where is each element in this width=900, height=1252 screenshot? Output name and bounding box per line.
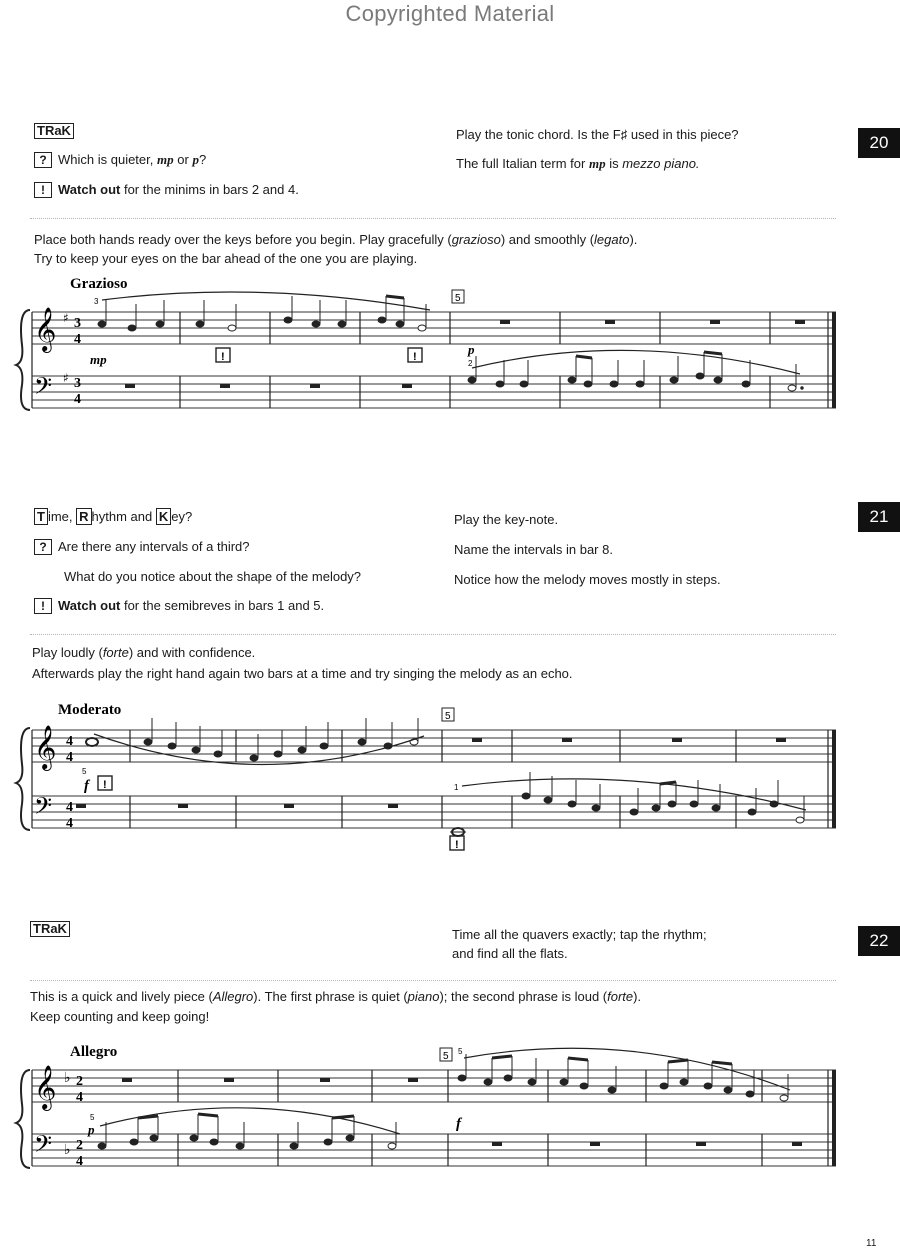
svg-text:2: 2 (76, 1074, 83, 1089)
hint-line: Play the tonic chord. Is the F♯ used in this piece? (456, 127, 739, 142)
dynamic-marking: p (468, 342, 475, 357)
svg-text:♯: ♯ (63, 311, 69, 325)
question-line: ? Which is quieter, mp or p? (34, 151, 206, 169)
music-score-22 (10, 1036, 850, 1186)
svg-text:♭: ♭ (64, 1142, 71, 1158)
bass-clef-icon: 𝄢 (34, 1130, 53, 1163)
question-line: What do you notice about the shape of the melody? (64, 569, 362, 584)
hint-line: Name the intervals in bar 8. (454, 542, 613, 557)
svg-text:3: 3 (94, 297, 99, 306)
music-score-21 (10, 694, 850, 864)
bar-number-marker: 5 (445, 711, 451, 722)
warning-icon: ! (413, 351, 417, 363)
instruction-line: Place both hands ready over the keys before you begin. Play gracefully (grazioso) and smoothly (legato). (34, 232, 638, 247)
bar-number-marker: 5 (443, 1051, 449, 1062)
svg-text:4: 4 (66, 750, 73, 765)
instruction-line: Play loudly (forte) and with confidence. (32, 645, 256, 660)
tempo-marking: Allegro (70, 1044, 118, 1060)
dynamic-marking: f (84, 778, 89, 794)
svg-text:5: 5 (82, 767, 87, 776)
bass-clef-icon: 𝄢 (34, 792, 53, 825)
warning-icon: ! (221, 351, 225, 363)
bass-clef-icon: 𝄢 (34, 372, 53, 405)
svg-text:5: 5 (90, 1113, 95, 1122)
exercise-number-22: 22 (858, 926, 900, 956)
svg-text:4: 4 (74, 332, 81, 347)
svg-text:4: 4 (66, 734, 73, 749)
bar-number-marker: 5 (455, 293, 461, 304)
svg-text:3: 3 (74, 316, 81, 331)
instruction-line: Try to keep your eyes on the bar ahead of the one you are playing. (34, 251, 418, 266)
dynamic-marking: f (456, 1116, 461, 1132)
svg-text:♭: ♭ (64, 1070, 71, 1086)
svg-text:4: 4 (74, 392, 81, 407)
trak-badge: TRaK (30, 920, 76, 938)
question-icon: ? (34, 539, 52, 555)
treble-clef-icon: 𝄞 (34, 1065, 57, 1109)
exercise-number-20: 20 (858, 128, 900, 158)
treble-clef-icon: 𝄞 (34, 307, 57, 351)
svg-text:4: 4 (76, 1154, 83, 1169)
hint-line: Play the key-note. (454, 512, 559, 527)
instruction-line: This is a quick and lively piece (Allegro). The first phrase is quiet (piano); the second phrase is loud (forte). (30, 989, 642, 1004)
trak-badge: TRaK (34, 122, 80, 140)
hint-line: Notice how the melody moves mostly in steps. (454, 572, 721, 587)
svg-text:1: 1 (454, 783, 459, 792)
warning-icon: ! (455, 839, 459, 851)
dynamic-marking: p (88, 1122, 95, 1137)
warning-icon: ! (34, 598, 52, 614)
divider (30, 634, 836, 635)
divider (30, 980, 836, 981)
svg-text:2: 2 (76, 1138, 83, 1153)
watch-out-line: ! Watch out for the minims in bars 2 and 4. (34, 181, 299, 199)
warning-icon: ! (34, 182, 52, 198)
watch-out-line: ! Watch out for the semibreves in bars 1 and 5. (34, 597, 324, 615)
divider (30, 218, 836, 219)
svg-text:4: 4 (66, 816, 73, 831)
svg-text:3: 3 (74, 376, 81, 391)
question-line: ? Are there any intervals of a third? (34, 538, 250, 556)
hint-line: Time all the quavers exactly; tap the rhythm; (452, 927, 707, 942)
copyright-watermark: Copyrighted Material (345, 1, 555, 26)
question-icon: ? (34, 152, 52, 168)
svg-text:4: 4 (76, 1090, 83, 1105)
instruction-line: Keep counting and keep going! (30, 1009, 210, 1024)
tempo-marking: Grazioso (70, 276, 128, 292)
music-score-20 (10, 270, 850, 420)
treble-clef-icon: 𝄞 (34, 725, 57, 769)
dynamic-marking: mp (90, 352, 107, 367)
hint-line: and find all the flats. (452, 946, 568, 961)
svg-text:♯: ♯ (63, 371, 69, 385)
svg-text:2: 2 (468, 359, 473, 368)
instruction-line: Afterwards play the right hand again two bars at a time and try singing the melody as an echo. (32, 666, 573, 681)
page-number: 11 (866, 1238, 877, 1249)
trk-question-line: T ime, R hythm and K ey? (34, 508, 192, 526)
hint-line: The full Italian term for mp is mezzo piano. (456, 156, 700, 171)
warning-icon: ! (103, 779, 107, 791)
exercise-number-21: 21 (858, 502, 900, 532)
tempo-marking: Moderato (58, 702, 122, 718)
svg-text:5: 5 (458, 1047, 463, 1056)
svg-text:4: 4 (66, 800, 73, 815)
